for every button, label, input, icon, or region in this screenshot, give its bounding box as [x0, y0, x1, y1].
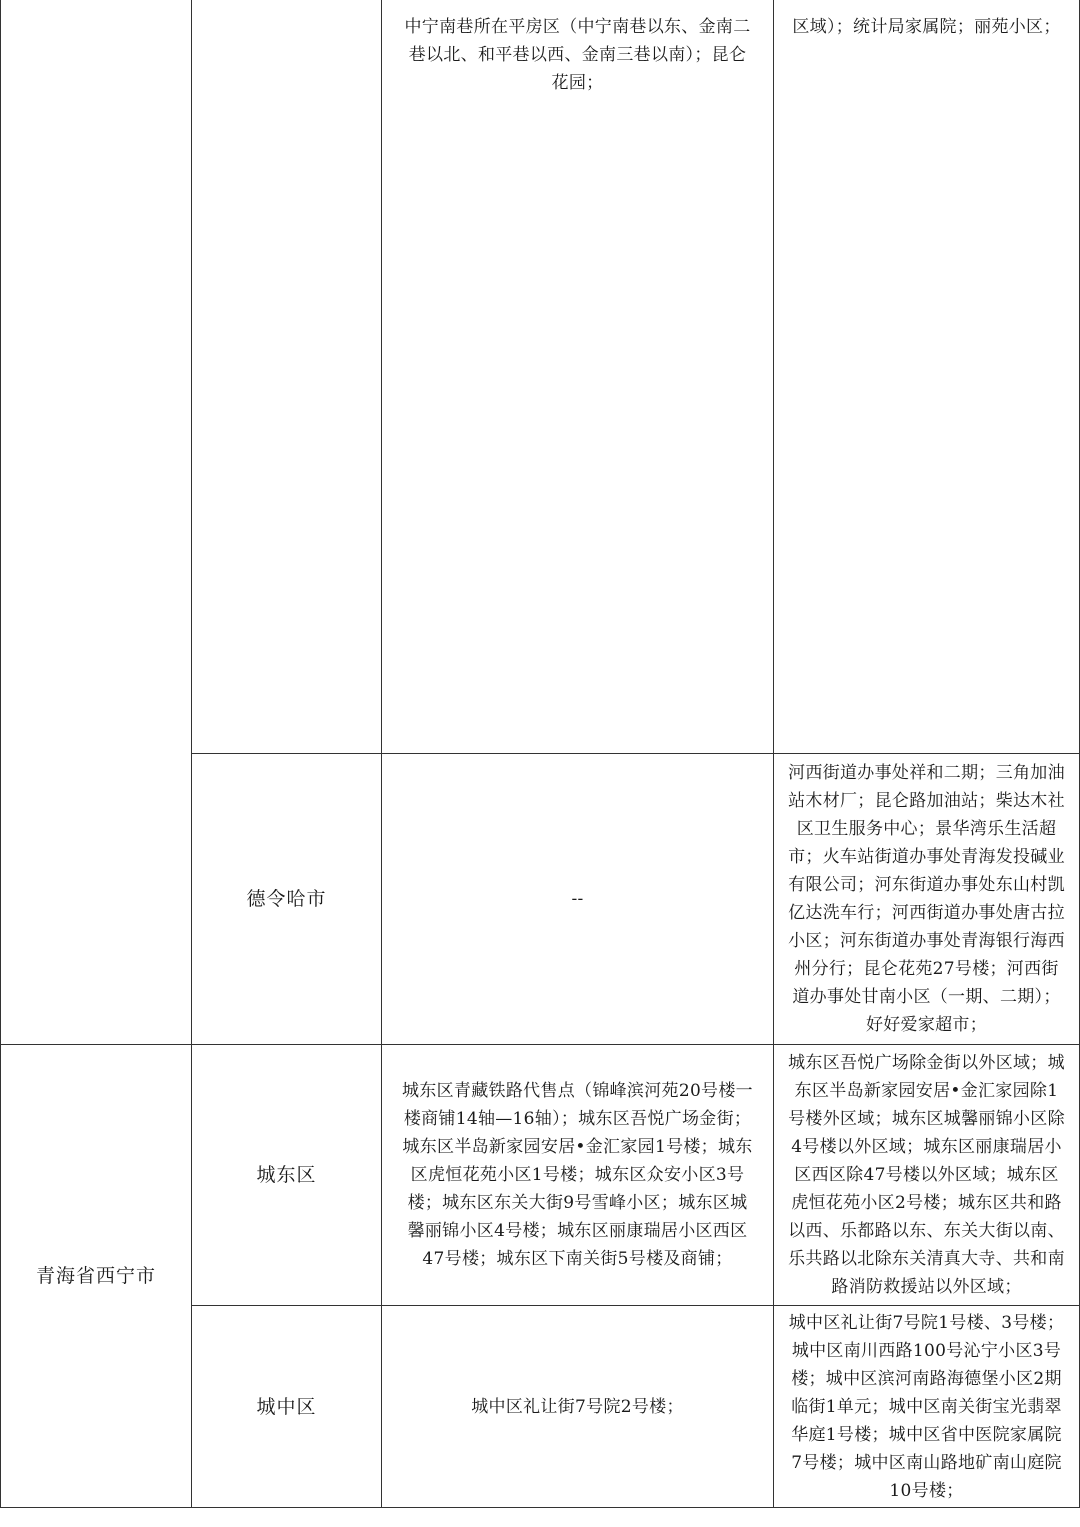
- row-c1-col3-cell: [382, 1045, 773, 1305]
- row-b-col4-text: 河西街道办事处祥和二期；三角加油 站木材厂；昆仑路加油站；柴达木社 区卫生服务中心；景华湾乐生活超 市；火车站街道办事处青海发投碱业 有限公司；河东街道办事处东山村凯 亿达洗车行；河西街道办事处唐古拉 小区；河东街道办事处青海银行海西 州分行；昆仑花苑27号楼；河西街 道办事处甘南小区（一期、二期）； 好好爱家超市；: [788, 763, 1065, 1035]
- table-border-bottom: [0, 1507, 1080, 1508]
- row-c1-district-cell: [192, 1045, 381, 1305]
- row-a-col3-text: 中宁南巷所在平房区（中宁南巷以东、金南二 巷以北、和平巷以西、金南三巷以南）；昆仑 花园；: [404, 17, 751, 93]
- row-c2-district-name: 城中区: [256, 1395, 317, 1418]
- row-c2-district-cell: [192, 1306, 381, 1507]
- row-b-district-cell: [192, 754, 381, 1044]
- row-c1-col3-text: 城东区青藏铁路代售点（锦峰滨河苑20号楼一 楼商铺14轴—16轴）；城东区吾悦广场金街； 城东区半岛新家园安居•金汇家园1号楼；城东 区虎恒花苑小区1号楼；城东区众安小区3号 楼；城东区东关大街9号雪峰小区；城东区城 馨丽锦小区4号楼；城东区丽康瑞居小区西区 47号楼；城东区下南关街5号楼及商铺；: [402, 1081, 753, 1269]
- row-b-district-name: 德令哈市: [246, 888, 327, 910]
- row-c2-col4-text: 城中区礼让街7号院1号楼、3号楼； 城中区南川西路100号沁宁小区3号 楼；城中区滨河南路海德堡小区2期 临街1单元；城中区南关街宝光翡翠 华庭1号楼；城中区省中医院家属院 7号楼；城中区南山路地矿南山庭院 10号楼；: [788, 1312, 1065, 1501]
- row-a-col4-cell: [774, 0, 1079, 753]
- row-c1-district-name: 城东区: [256, 1164, 317, 1186]
- row-b-col3-text: --: [571, 889, 584, 909]
- row-c1-col4-cell: [774, 1045, 1079, 1305]
- row-b-col4-cell: [774, 754, 1079, 1044]
- row-a-col4-text: 区域）；统计局家属院；丽苑小区；: [792, 17, 1061, 37]
- row-c2-col4-cell: [774, 1306, 1079, 1507]
- row-b-col3-cell: [382, 754, 773, 1044]
- group-c-city-cell: [1, 1045, 191, 1507]
- row-c1-col4-text: 城东区吾悦广场除金街以外区域；城 东区半岛新家园安居•金汇家园除1 号楼外区域；城东区城馨丽锦小区除 4号楼以外区域；城东区丽康瑞居小 区西区除47号楼以外区域；城东区 虎恒花苑小区2号楼；城东区共和路 以西、乐都路以东、东关大街以南、 乐共路以北除东关清真大寺、共和南 路消防救援站以外区域；: [788, 1053, 1065, 1297]
- row-c2-col3-cell: [382, 1306, 773, 1507]
- row-a-col3-cell: [382, 0, 773, 753]
- row-c2-col3-text: 城中区礼让街7号院2号楼；: [471, 1396, 684, 1417]
- group-c-city-name: 青海省西宁市: [35, 1265, 156, 1287]
